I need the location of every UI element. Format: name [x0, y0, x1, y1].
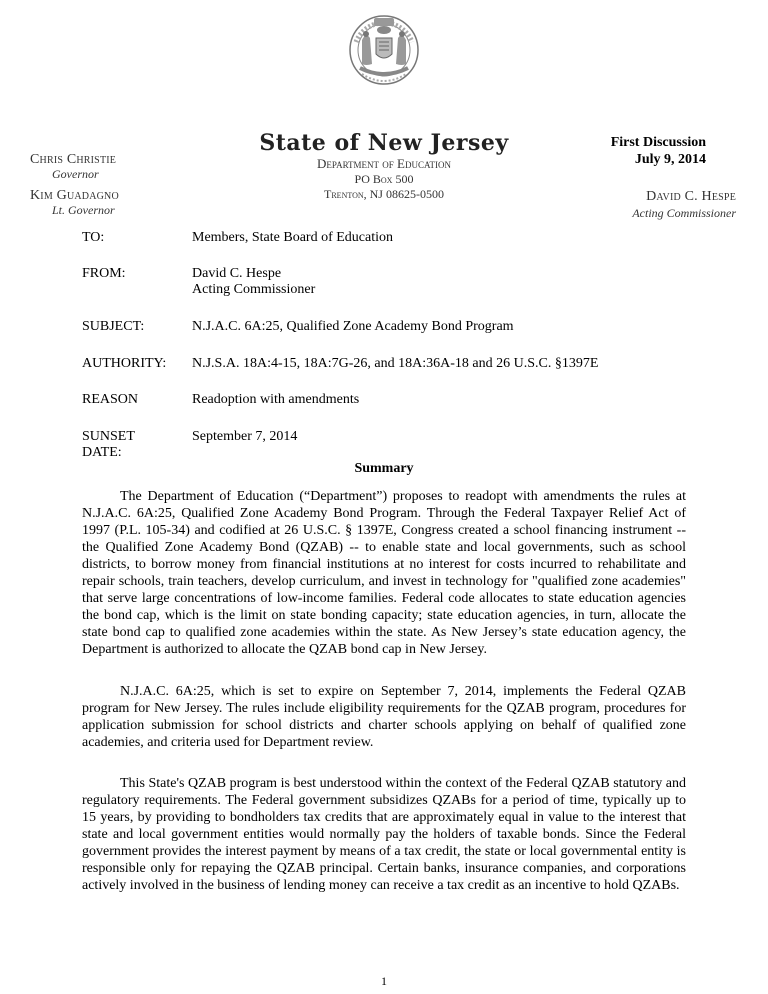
summary-paragraph: The Department of Education (“Department”) proposes to readopt with amendments the rules at N.J.A.C. 6A:25, Qualified Zone Academy Bond Program. Through the Federal Taxpayer Relief Act of 1997 (P.L. 105-34) and codified at 26 U.S.C. § 1397E, Congress created a school financing instrument -- the Qualified Zone Academy Bond (QZAB) -- to enable state and local governments, such as school districts, to borrow money from financial institutions at no interest for costs incurred to rehabilitate and repair schools, train teachers, develop curriculum, and invest in technology for "qualified zone academies" that serve large concentrations of low-income families. Federal code allocates to state education agencies the bond cap, which is the limit on state bonding capacity; state education agencies, in turn, allocate the state bond cap to qualified zone academies within the state. As New Jersey’s state education agency, the Department is authorized to allocate the QZAB bond cap in New Jersey.: [82, 489, 686, 657]
governor-name: Chris Christie: [30, 152, 117, 167]
from-label: FROM:: [82, 266, 126, 281]
city-address: Trenton, NJ 08625-0500: [324, 187, 444, 201]
po-box: PO Box 500: [354, 172, 414, 186]
discussion-label: First Discussion: [610, 135, 706, 150]
summary-paragraph: N.J.A.C. 6A:25, which is set to expire on September 7, 2014, implements the Federal QZAB program for New Jersey. The rules include eligibility requirements for the QZAB program, procedures for application submission for school districts and charter schools applying on behalf of qualified zone academies, and criteria used for Department review.: [82, 684, 686, 750]
subject-value: N.J.A.C. 6A:25, Qualified Zone Academy Bond Program: [192, 319, 514, 334]
discussion-date: July 9, 2014: [634, 152, 706, 167]
governor-title: Governor: [52, 167, 99, 181]
authority-label: AUTHORITY:: [82, 356, 167, 371]
letterhead-center: [250, 132, 518, 202]
commissioner-block: [632, 187, 736, 221]
authority-value: N.J.S.A. 18A:4-15, 18A:7G-26, and 18A:36A-18 and 26 U.S.C. §1397E: [192, 356, 599, 371]
lt-governor-name: Kim Guadagno: [30, 188, 119, 203]
lt-governor-title: Lt. Governor: [52, 203, 115, 217]
state-name: State of New Jersey: [259, 130, 509, 156]
to-value: Members, State Board of Education: [192, 230, 394, 245]
sunset-value: September 7, 2014: [192, 429, 298, 444]
subject-label: SUBJECT:: [82, 319, 145, 334]
discussion-block: [611, 134, 706, 168]
sunset-label: SUNSET DATE:: [82, 429, 135, 460]
summary-paragraph: This State's QZAB program is best understood within the context of the Federal QZAB statutory and regulatory requirements. The Federal government subsidizes QZABs for a period of time, typically up to 15 years, by providing to bondholders tax credits that are approximately equal in value to the interest that state and local government entities would normally pay the holders of taxable bonds. Since the Federal government provides the interest payment by means of a tax credit, the state or local governmental entity is responsible only for repaying the QZAB principal. Certain banks, insurance companies, and corporations actively involved in the business of lending money can receive a tax credit as an incentive to hold QZABs.: [82, 776, 686, 893]
from-value: [192, 266, 315, 298]
to-label: TO:: [82, 230, 105, 245]
from-name: David C. Hespe: [192, 266, 282, 281]
page-number: 1: [381, 974, 387, 988]
commissioner-name: David C. Hespe: [646, 189, 736, 204]
reason-value: Readoption with amendments: [192, 392, 360, 407]
commissioner-title: Acting Commissioner: [632, 206, 736, 220]
state-seal-image: [348, 8, 420, 94]
reason-label: REASON: [82, 392, 139, 407]
from-title: Acting Commissioner: [192, 282, 316, 297]
summary-heading: Summary: [354, 461, 414, 476]
department-name: Department of Education: [317, 156, 451, 171]
governor-block: [30, 151, 119, 223]
